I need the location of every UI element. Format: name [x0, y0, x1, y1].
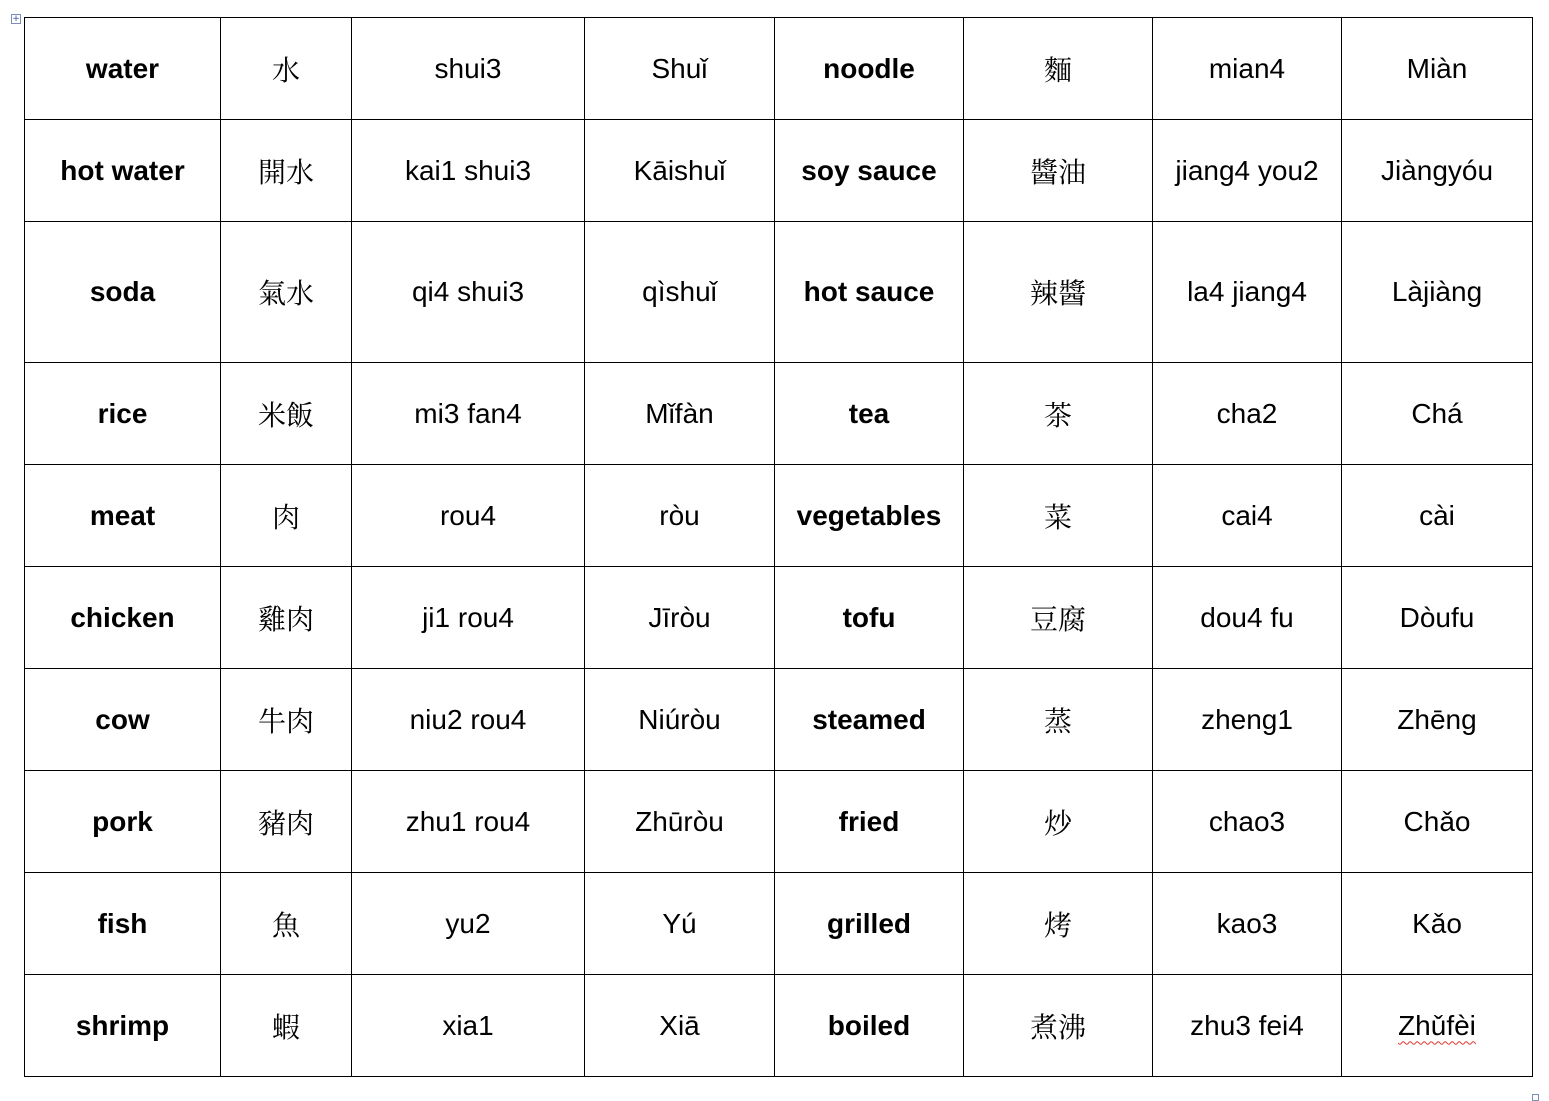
pinyin-numbered-cell[interactable]	[352, 120, 585, 222]
english-word-cell[interactable]	[25, 18, 221, 120]
english-word: rice	[97, 397, 148, 429]
chinese-characters-cell[interactable]	[221, 567, 352, 669]
vocabulary-table	[24, 17, 1533, 1077]
pinyin-numbered-cell[interactable]	[1153, 669, 1342, 771]
pinyin-toned: Kāishuǐ	[633, 154, 726, 186]
chinese-characters: 雞肉	[257, 602, 314, 636]
pinyin-numbered: chao3	[1208, 805, 1286, 837]
pinyin-toned-cell[interactable]	[585, 465, 775, 567]
english-word-cell[interactable]	[775, 567, 964, 669]
chinese-characters: 蒸	[1043, 704, 1072, 738]
chinese-characters: 水	[271, 53, 300, 87]
pinyin-numbered-cell[interactable]	[352, 669, 585, 771]
pinyin-numbered: xia1	[442, 1009, 494, 1041]
english-word: soy sauce	[801, 154, 937, 186]
table-row	[25, 873, 1533, 975]
pinyin-numbered: zheng1	[1201, 703, 1293, 735]
pinyin-toned: Jiàngyóu	[1380, 154, 1494, 186]
chinese-characters-cell[interactable]	[964, 18, 1153, 120]
pinyin-numbered: qi4 shui3	[411, 276, 525, 307]
english-word-cell[interactable]	[25, 567, 221, 669]
english-word-cell[interactable]	[25, 873, 221, 975]
pinyin-numbered: kao3	[1216, 907, 1278, 939]
chinese-characters: 蝦	[271, 1010, 300, 1044]
pinyin-numbered: kai1 shui3	[404, 154, 532, 186]
pinyin-toned-cell[interactable]	[585, 771, 775, 873]
chinese-characters: 麵	[1043, 53, 1072, 87]
pinyin-toned: ròu	[659, 499, 700, 531]
pinyin-toned: Miàn	[1406, 52, 1468, 84]
pinyin-numbered-cell[interactable]	[352, 363, 585, 465]
english-word-cell[interactable]	[25, 975, 221, 1077]
chinese-characters-cell[interactable]	[964, 669, 1153, 771]
chinese-characters-cell[interactable]	[964, 975, 1153, 1077]
pinyin-toned: Yú	[662, 907, 697, 939]
chinese-characters: 牛肉	[257, 704, 314, 738]
english-word: steamed	[812, 703, 926, 735]
chinese-characters: 開水	[257, 155, 314, 189]
pinyin-toned-cell[interactable]	[585, 567, 775, 669]
pinyin-numbered-cell[interactable]	[1153, 873, 1342, 975]
table-row	[25, 669, 1533, 771]
pinyin-numbered: jiang4 you2	[1175, 154, 1319, 186]
pinyin-numbered-cell[interactable]	[1153, 363, 1342, 465]
pinyin-toned-cell[interactable]	[1342, 975, 1533, 1077]
chinese-characters-cell[interactable]	[964, 567, 1153, 669]
english-word-cell[interactable]	[775, 669, 964, 771]
english-word: boiled	[827, 1009, 911, 1041]
chinese-characters-cell[interactable]	[221, 465, 352, 567]
pinyin-toned-cell[interactable]	[585, 120, 775, 222]
pinyin-toned: qìshuǐ	[642, 276, 717, 307]
table-move-icon[interactable]: +	[12, 14, 20, 24]
pinyin-numbered-cell[interactable]	[1153, 222, 1342, 363]
pinyin-toned: Chǎo	[1403, 805, 1471, 837]
pinyin-numbered-cell[interactable]	[352, 771, 585, 873]
pinyin-numbered-cell[interactable]	[1153, 771, 1342, 873]
pinyin-toned-cell[interactable]	[1342, 18, 1533, 120]
english-word-cell[interactable]	[25, 120, 221, 222]
chinese-characters: 魚	[271, 908, 300, 942]
chinese-characters: 茶	[1043, 398, 1072, 432]
pinyin-toned: Chá	[1411, 397, 1463, 429]
chinese-characters: 辣醬	[1029, 277, 1086, 310]
table-row	[25, 363, 1533, 465]
pinyin-numbered: niu2 rou4	[409, 703, 527, 735]
english-word-cell[interactable]	[775, 771, 964, 873]
pinyin-toned-cell[interactable]	[1342, 771, 1533, 873]
pinyin-numbered-cell[interactable]	[352, 567, 585, 669]
pinyin-toned: Zhǔfèi	[1398, 1009, 1476, 1041]
table-row	[25, 975, 1533, 1077]
english-word-cell[interactable]	[25, 465, 221, 567]
pinyin-numbered: mian4	[1208, 52, 1286, 84]
pinyin-numbered: rou4	[439, 499, 497, 531]
english-word-cell[interactable]	[775, 363, 964, 465]
pinyin-numbered-cell[interactable]	[352, 465, 585, 567]
pinyin-numbered-cell[interactable]	[352, 873, 585, 975]
pinyin-toned-cell[interactable]	[1342, 669, 1533, 771]
pinyin-numbered: mi3 fan4	[414, 397, 522, 429]
english-word: fish	[97, 907, 148, 939]
pinyin-toned: Niúròu	[638, 703, 721, 735]
pinyin-toned-cell[interactable]	[585, 363, 775, 465]
english-word: meat	[89, 499, 156, 531]
chinese-characters-cell[interactable]	[964, 222, 1153, 363]
chinese-characters: 煮沸	[1029, 1010, 1086, 1044]
english-word-cell[interactable]	[775, 120, 964, 222]
table-row	[25, 465, 1533, 567]
chinese-characters-cell[interactable]	[221, 363, 352, 465]
pinyin-toned-cell[interactable]	[1342, 363, 1533, 465]
pinyin-toned-cell[interactable]	[1342, 465, 1533, 567]
english-word-cell[interactable]	[25, 771, 221, 873]
pinyin-toned-cell[interactable]	[585, 222, 775, 363]
pinyin-toned: cài	[1419, 499, 1455, 531]
pinyin-numbered-cell[interactable]	[1153, 567, 1342, 669]
english-word-cell[interactable]	[775, 873, 964, 975]
pinyin-toned: Kǎo	[1412, 907, 1462, 939]
pinyin-numbered-cell[interactable]	[352, 975, 585, 1077]
pinyin-numbered: shui3	[434, 52, 502, 84]
table-body	[25, 18, 1533, 1077]
english-word: hot water	[60, 154, 185, 186]
chinese-characters: 菜	[1043, 500, 1072, 534]
english-word: noodle	[823, 52, 915, 84]
english-word-cell[interactable]	[25, 222, 221, 363]
english-word-cell[interactable]	[25, 669, 221, 771]
pinyin-toned: Dòufu	[1399, 601, 1475, 633]
english-word: water	[85, 52, 160, 84]
pinyin-numbered: zhu3 fei4	[1190, 1009, 1304, 1041]
pinyin-numbered: ji1 rou4	[422, 601, 514, 633]
pinyin-toned: Jīròu	[648, 601, 711, 633]
english-word: vegetables	[796, 499, 942, 531]
pinyin-toned: Zhēng	[1397, 703, 1477, 735]
chinese-characters-cell[interactable]	[221, 120, 352, 222]
chinese-characters-cell[interactable]	[964, 465, 1153, 567]
english-word-cell[interactable]	[775, 222, 964, 363]
pinyin-toned: Zhūròu	[635, 805, 724, 837]
chinese-characters-cell[interactable]	[221, 873, 352, 975]
pinyin-numbered-cell[interactable]	[1153, 18, 1342, 120]
english-word: pork	[92, 805, 153, 837]
english-word: tofu	[842, 601, 896, 633]
pinyin-numbered: cha2	[1216, 397, 1278, 429]
english-word: hot sauce	[803, 276, 935, 307]
chinese-characters: 豬肉	[257, 806, 314, 840]
english-word-cell[interactable]	[775, 18, 964, 120]
pinyin-toned-cell[interactable]	[1342, 120, 1533, 222]
pinyin-toned-cell[interactable]	[1342, 222, 1533, 363]
english-word-cell[interactable]	[775, 465, 964, 567]
english-word-cell[interactable]	[775, 975, 964, 1077]
pinyin-toned-cell[interactable]	[585, 975, 775, 1077]
pinyin-numbered-cell[interactable]	[352, 18, 585, 120]
table-row	[25, 120, 1533, 222]
chinese-characters-cell[interactable]	[964, 873, 1153, 975]
english-word: chicken	[70, 601, 175, 633]
pinyin-numbered: la4 jiang4	[1187, 276, 1307, 307]
pinyin-numbered-cell[interactable]	[1153, 975, 1342, 1077]
pinyin-toned: Mǐfàn	[645, 397, 714, 429]
english-word: fried	[838, 805, 900, 837]
pinyin-toned: Shuǐ	[651, 52, 708, 84]
chinese-characters-cell[interactable]	[221, 222, 352, 363]
english-word: tea	[848, 397, 890, 429]
table-resize-icon[interactable]	[1532, 1094, 1539, 1101]
pinyin-numbered-cell[interactable]	[1153, 120, 1342, 222]
chinese-characters: 炒	[1043, 806, 1072, 840]
english-word: soda	[89, 276, 156, 307]
english-word: shrimp	[75, 1009, 170, 1041]
pinyin-numbered: dou4 fu	[1200, 601, 1294, 633]
table-row	[25, 567, 1533, 669]
pinyin-toned-cell[interactable]	[585, 18, 775, 120]
pinyin-toned-cell[interactable]	[1342, 873, 1533, 975]
pinyin-numbered: zhu1 rou4	[405, 805, 531, 837]
pinyin-numbered: yu2	[445, 907, 491, 939]
chinese-characters: 肉	[271, 500, 300, 534]
pinyin-toned-cell[interactable]	[1342, 567, 1533, 669]
pinyin-toned-cell[interactable]	[585, 873, 775, 975]
chinese-characters: 醬油	[1029, 155, 1086, 189]
english-word-cell[interactable]	[25, 363, 221, 465]
pinyin-toned: Xiā	[659, 1009, 700, 1041]
chinese-characters: 豆腐	[1029, 602, 1086, 636]
table-row	[25, 222, 1533, 363]
pinyin-toned-cell[interactable]	[585, 669, 775, 771]
pinyin-numbered: cai4	[1221, 499, 1273, 531]
chinese-characters-cell[interactable]	[964, 120, 1153, 222]
chinese-characters: 米飯	[257, 398, 314, 432]
chinese-characters: 氣水	[257, 277, 314, 310]
pinyin-numbered-cell[interactable]	[352, 222, 585, 363]
pinyin-toned: Làjiàng	[1391, 276, 1483, 307]
english-word: cow	[95, 703, 150, 735]
table-row	[25, 771, 1533, 873]
table-row	[25, 18, 1533, 120]
chinese-characters-cell[interactable]	[221, 18, 352, 120]
pinyin-numbered-cell[interactable]	[1153, 465, 1342, 567]
chinese-characters-cell[interactable]	[964, 771, 1153, 873]
chinese-characters-cell[interactable]	[964, 363, 1153, 465]
chinese-characters: 烤	[1043, 908, 1072, 942]
chinese-characters-cell[interactable]	[221, 669, 352, 771]
chinese-characters-cell[interactable]	[221, 771, 352, 873]
english-word: grilled	[826, 907, 911, 939]
chinese-characters-cell[interactable]	[221, 975, 352, 1077]
